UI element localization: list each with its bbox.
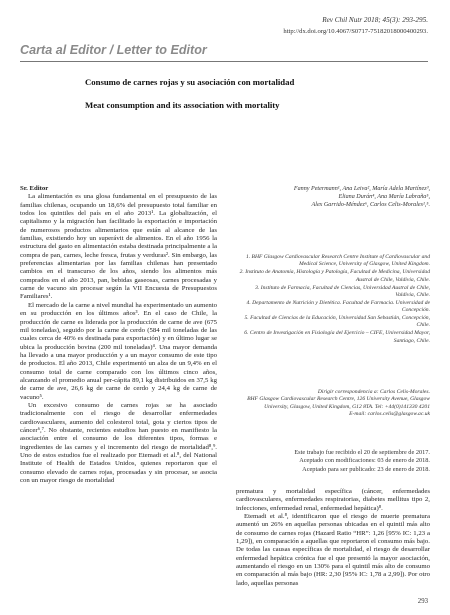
section-title: Carta al Editor / Letter to Editor — [20, 43, 207, 57]
correspondence-name: Dirigir correspondencia a: Carlos Celis-Morales. — [317, 389, 430, 395]
paragraph-2: El mercado de la carne a nivel mundial ha experimentado un aumento en su producción en los últimos años³. En el caso de Chile, la producción de carne es liderada por la producción de carne de ave (675 mil toneladas), seguido por la carne de cerdo (584 mil toneladas de las cuales cerca de 40% es destinada para exportación) y en último lugar se ubica la producción bovina (200 mil toneladas)⁴. Una mayor demanda ha llevado a una mayor producción y a un mayor consumo de este tipo de productos. El año 2013, Chile experimentó un alza de un 9,4% en el consumo total de carne comparado con los últimos cinco años, alcanzando el promedio anual per-cápita 89,1 kg distribuidos en 37,5 kg de carne de ave, 26,6 kg de carne de cerdo y 24,4 kg de carne de vacuno⁵. — [20, 301, 217, 401]
left-column — [20, 185, 217, 485]
page-number: 293 — [417, 598, 428, 605]
article-title-english: Meat consumption and its association with mortality — [85, 100, 280, 110]
article-title-spanish: Consumo de carnes rojas y su asociación con mortalidad — [85, 77, 295, 87]
date-received: Este trabajo fue recibido el 20 de septiembre de 2017. — [294, 449, 430, 456]
right-column — [236, 488, 430, 588]
affiliation: 2. Instituto de Anatomía, Histología y Patología, Facultad de Medicina, Universidad Austral de Chile, Valdivia, Chile. — [239, 269, 430, 283]
doi-link[interactable]: http://dx.doi.org/10.4067/S0717-75182018000400293. — [283, 28, 428, 35]
date-accepted-publication: Aceptado para ser publicado: 23 de enero de 2018. — [302, 465, 430, 473]
correspondence-address: BHF Glasgow Cardiovascular Research Centre, 126 University Avenue, Glasgow University, Glasgow, United Kingdom, G12 8TA. Tel: +44(0)141330 4201 — [247, 396, 430, 410]
affiliation: 1. BHF Glasgow Cardiovascular Research Centre Institute of Cardiovascular and Medical Science, University of Glasgow, United Kingdom. — [245, 254, 430, 268]
author-list — [236, 185, 430, 209]
correspondence — [236, 389, 430, 418]
paragraph-4: Etemadi et al.⁸, identificaron que el riesgo de muerte prematura aumentó un 26% en aquellas personas ubicadas en el quintil más alto de consumo de carnes rojas (Hazard Ratio “HR”: 1,26 [95% IC: 1,23 a 1,29]), en comparación a aquellas que reportaron el consumo más bajo. De todas las causas específicas de mortalidad, el riesgo de desarrollar enfermedad hepática crónica fue el que presentó la mayor asociación, aumentando el riesgo en un 130% para el quintil más alto de consumo en comparación al más bajo (HR: 2,30 [95% IC: 1,78 a 2,99]). Por otro lado, aquellas personas — [236, 513, 430, 587]
author-line: Eliana Durán⁴, Ana María Labraña⁵, — [338, 194, 430, 201]
correspondence-email[interactable]: E-mail: carlos.celis@glasgow.ac.uk — [349, 410, 430, 417]
date-accepted-modifications: Aceptado con modificaciones: 03 de enero de 2018. — [299, 457, 430, 465]
section-divider — [20, 61, 428, 62]
affiliation: 6. Centro de Investigación en Fisiología del Ejercicio – CIFE, Universidad Mayor, Santiago, Chile. — [244, 330, 430, 344]
journal-reference: Rev Chil Nutr 2018; 45(3): 293-295. — [322, 16, 428, 24]
affiliation: 5. Facultad de Ciencias de la Educación, Universidad San Sebastián, Concepción, Chile. — [244, 315, 430, 329]
salutation: Sr. Editor — [20, 185, 49, 192]
author-line: Alex Garrido-Méndez⁶, Carlos Celis-Morales¹,⁵. — [311, 202, 430, 209]
affiliation: 4. Departamento de Nutrición y Dietética. Facultad de Farmacia. Universidad de Concepción. — [246, 299, 430, 314]
affiliations — [236, 254, 430, 346]
paragraph-3: Un excesivo consumo de carnes rojas se ha asociado tradicionalmente con el riesgo de desarrollar enfermedades cardiovasculares, aumento del colesterol total, gota y ciertos tipos de cáncer⁶,⁷. No obstante, recientes estudios han puesto en manifiesto la asociación entre el consumo de los diferentes tipos, formas e ingredientes de las carnes y el incremento del riesgo de mortalidad⁸,⁹. Uno de estos estudios fue el realizado por Etemadi et al.⁸, del National Institute of Health de Estados Unidos, quienes reportaron que el consumo elevado de carnes rojas, procesadas y sin procesar, se asocia con un mayor riesgo de mortalidad — [20, 401, 217, 485]
paragraph-continued: prematura y mortalidad específica (cáncer, enfermedades cardiovasculares, enfermedades respiratorias, diabetes mellitus tipo 2, infecciones, enfermedad renal, enfermedad hepática)⁸. — [236, 488, 430, 512]
affiliation: 3. Instituto de Farmacia, Facultad de Ciencias, Universidad Austral de Chile, Valdivia, Chile. — [255, 284, 430, 298]
publication-dates — [236, 449, 430, 474]
author-line: Fanny Petermann¹, Ana Leiva², María Adela Martínez³, — [293, 186, 430, 192]
paragraph-1: La alimentación es una glosa fundamental en el presupuesto de las familias chilenas, ocupando un 18,6% del presupuesto total familiar en todos los quintiles del país en el año 2013¹. La globalización, el capitalismo y la migración han facilitado la exportación e importación de numerosos productos alimentarios que están al alcance de las familias, existiendo hoy un superávit de alimentos. En el año 1956 la estructura del gasto en alimentación estaba destinada principalmente a la compra de pan, carnes, leche fresca, frutas y verduras². Sin embargo, las preferencias alimentarias por las familias chilenas han presentado cambios en el transcurso de los años, siendo los alimentos más comprados en el año 2013, pan, bebidas gaseosas, carnes procesadas y carne de vacuno sin procesar según la VII Encuesta de Presupuestos Familiares¹. — [20, 193, 217, 301]
